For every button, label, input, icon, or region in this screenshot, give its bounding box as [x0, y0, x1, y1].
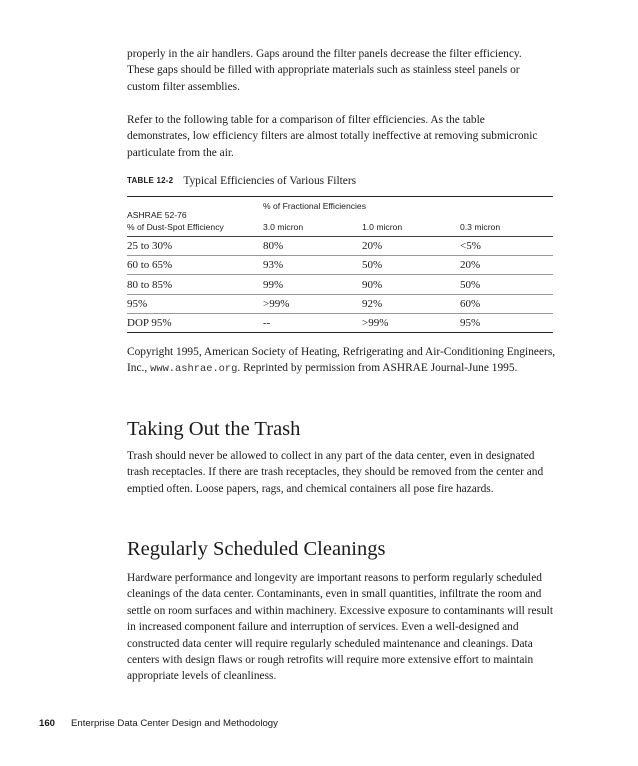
paragraph-trash: Trash should never be allowed to collect in any part of the data center, even in designated trash receptacles. If there are trash receptacles, they should be removed from the center and emptied often. Loose papers, rags, and chemical containers all pose fire hazards. — [127, 450, 544, 495]
paragraph-filter-gaps: properly in the air handlers. Gaps around the filter panels decrease the filter efficiency. These gaps should be filled with appropriate materials such as stainless steel panels or custom filter assemblies. — [127, 48, 522, 93]
col0-header-line1: ASHRAE 52-76 — [127, 210, 187, 220]
row-rule — [127, 274, 553, 275]
table-top-rule — [127, 196, 553, 197]
table-cell: 60 to 65% — [127, 259, 173, 271]
col-header: 0.3 micron — [460, 222, 501, 232]
col-header: 1.0 micron — [362, 222, 403, 232]
section-heading-cleanings: Regularly Scheduled Cleanings — [127, 538, 386, 560]
table-cell: 25 to 30% — [127, 240, 173, 252]
col-header: 3.0 micron — [263, 222, 304, 232]
page-footer — [39, 718, 278, 729]
table-cell: 20% — [460, 259, 481, 271]
copyright-note — [127, 344, 557, 378]
row-rule — [127, 255, 553, 256]
table-cell: 95% — [127, 298, 148, 310]
paragraph-cleanings: Hardware performance and longevity are important reasons to perform regularly scheduled cleanings of the data center. Contaminants, even in small quantities, infiltrate the room and settle on room surfaces and within machinery. Excessive exposure to contaminants will result in increased component failure and interruption of services. Even a well-designed and constructed data center will require regularly scheduled maintenance and cleanings. Data centers with design flaws or rough retrofits will require more extensive effort to maintain appropriate levels of cleanliness. — [127, 572, 553, 683]
row-rule — [127, 313, 553, 314]
row-rule — [127, 294, 553, 295]
table-cell: 50% — [460, 279, 481, 291]
table-label: TABLE 12-2 — [127, 176, 174, 185]
table-cell: <5% — [460, 240, 481, 252]
section-heading-trash: Taking Out the Trash — [127, 418, 301, 440]
table-cell: 93% — [263, 259, 284, 271]
ashrae-link[interactable]: www.ashrae.org — [150, 363, 238, 376]
table-cell: 95% — [460, 317, 481, 329]
paragraph-table-intro: Refer to the following table for a comparison of filter efficiencies. As the table demonstrates, low efficiency filters are almost totally ineffective at removing submicronic particulate from the air. — [127, 114, 538, 159]
table-cell: 50% — [362, 259, 383, 271]
header-rule — [127, 236, 553, 237]
table-cell: 60% — [460, 298, 481, 310]
table-cell: 99% — [263, 279, 284, 291]
table-cell: 80% — [263, 240, 284, 252]
table-caption — [127, 175, 356, 187]
table-cell: >99% — [362, 317, 389, 329]
group-header: % of Fractional Efficiencies — [263, 201, 367, 211]
copyright-reprint: . Reprinted by permission from ASHRAE Journal-June 1995. — [237, 362, 518, 375]
table-cell: 80 to 85% — [127, 279, 173, 291]
table-title: Typical Efficiencies of Various Filters — [183, 175, 357, 187]
table-cell: 90% — [362, 279, 383, 291]
col0-header-line2: % of Dust-Spot Efficiency — [127, 222, 224, 232]
table-cell: DOP 95% — [127, 317, 172, 329]
book-title: Enterprise Data Center Design and Methodology — [71, 718, 278, 729]
table-bottom-rule — [127, 332, 553, 333]
table-cell: >99% — [263, 298, 290, 310]
page-number: 160 — [39, 718, 56, 729]
table-cell: 92% — [362, 298, 383, 310]
table-cell: 20% — [362, 240, 383, 252]
copyright-text: Copyright 1995, American Society of Heating, Refrigerating and Air-Conditioning Engineers, Inc., — [127, 346, 556, 375]
table-cell: -- — [263, 317, 271, 329]
